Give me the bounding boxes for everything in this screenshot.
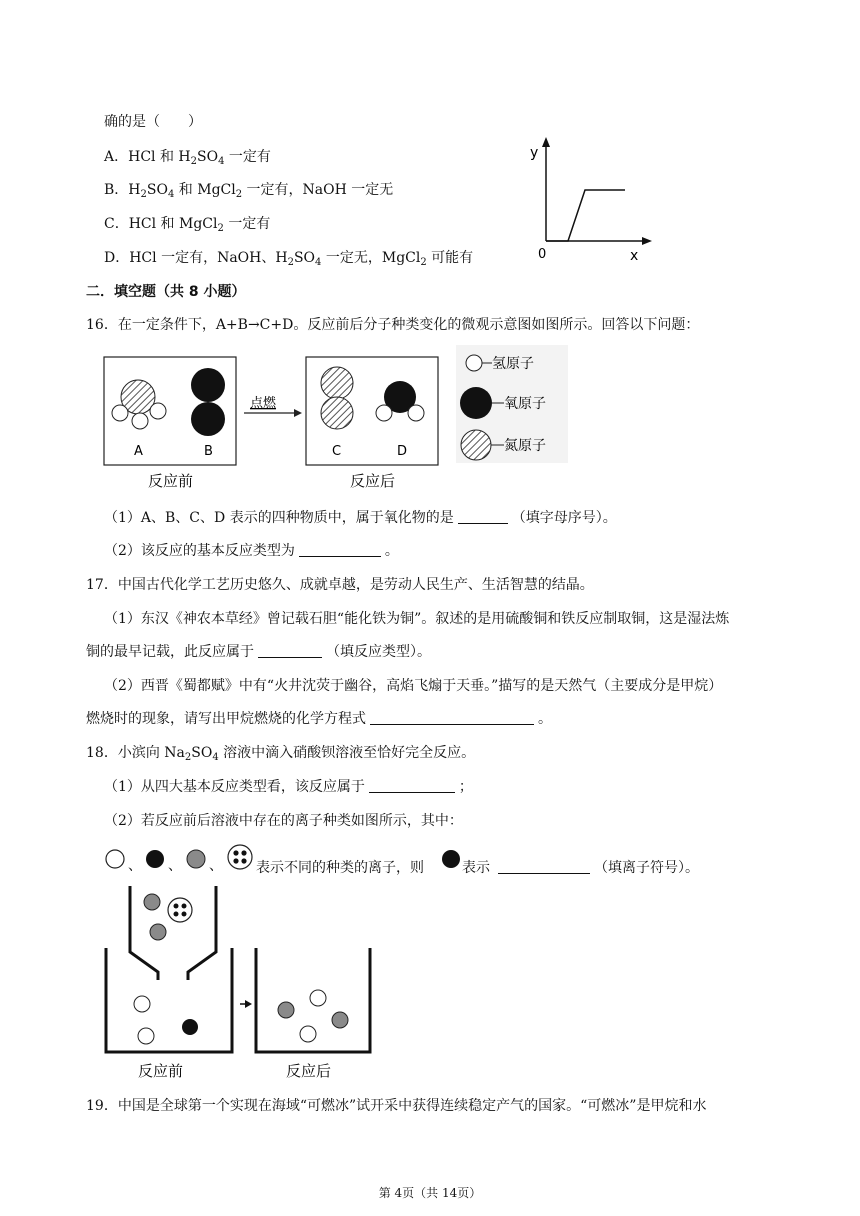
answer-blank[interactable] [369,779,455,793]
q16-sub2: （2）该反应的基本反应类型为 。 [104,543,399,559]
answer-blank[interactable] [258,644,322,658]
ion-black-icon [440,848,462,870]
legend-nitrogen: 氮原子 [504,438,546,454]
ion-sep: 、 [209,858,223,874]
page-footer: 第 4页（共 14页） [378,1186,482,1200]
q18-sub2: （2）若反应前后溶液中存在的离子种类如图所示，其中： [104,813,463,829]
ion-white-icon [104,848,126,870]
q17-sub1-line2: 铜的最早记载，此反应属于 （填反应类型）。 [86,644,431,660]
q15-graph [520,135,660,265]
caption-before: 反应前 [138,1062,184,1080]
q15-option-c: C．HCl 和 MgCl$_2$ 一定有 [104,216,271,234]
answer-blank[interactable] [299,543,381,557]
ion-sep: 、 [168,858,182,874]
graph-x-label: x [630,248,639,264]
q17-sub1-line1: （1）东汉《神农本草经》曾记载石胆“能化铁为铜”。叙述的是用硫酸铜和铁反应制取铜，这是湿法炼 [104,611,730,627]
legend-oxygen: 氧原子 [504,396,546,412]
label-b: B [204,444,213,459]
ion-gray-icon [185,848,207,870]
q19-stem: 19．中国是全球第一个实现在海域“可燃冰”试开采中获得连续稳定产气的国家。“可燃冰”是甲烷和水 [86,1098,707,1114]
q15-stem-tail: 确的是（ ） [104,114,202,130]
caption-after: 反应后 [350,472,396,490]
caption-before: 反应前 [148,472,194,490]
q18-sub1: （1）从四大基本反应类型看，该反应属于 ； [104,779,473,795]
q16-sub1: （1）A、B、C、D 表示的四种物质中，属于氧化物的是 （填字母序号）。 [104,510,617,526]
q18-stem: 18．小滨向 $Na_2SO_4$ 溶液中滴入硝酸钡溶液至恰好完全反应。 [86,745,476,763]
q17-stem: 17．中国古代化学工艺历史悠久、成就卓越，是劳动人民生产、生活智慧的结晶。 [86,577,594,593]
label-c: C [332,444,342,459]
ion-question: 表示 （填离子符号）。 [462,860,699,876]
label-a: A [134,444,143,459]
ion-sep: 、 [128,858,142,874]
q16-stem: 16．在一定条件下，A+B→C+D。反应前后分子种类变化的微观示意图如图所示。回答以下问题： [86,317,700,333]
section-heading: 二．填空题（共 8 小题） [86,284,246,300]
answer-blank[interactable] [458,510,508,524]
arrow-label: 点燃 [250,396,277,411]
legend-hydrogen: 氢原子 [492,356,534,372]
answer-blank[interactable] [498,860,590,874]
ion-dotted-icon [226,843,254,871]
q16-molecule-figure [100,345,570,495]
q18-beaker-figure [100,880,390,1085]
answer-blank[interactable] [370,711,534,725]
q15-option-d: D．HCl 一定有，NaOH、$H_2SO_4$ 一定无，MgCl$_2$ 可能有 [104,250,474,268]
ion-text: 表示不同的种类的离子，则 [256,860,424,876]
ion-black-icon [144,848,166,870]
graph-y-label: y [530,145,539,161]
q15-option-b: B．$H_2SO_4$ 和 MgCl$_2$ 一定有，NaOH 一定无 [104,182,394,200]
q17-sub2-line2: 燃烧时的现象，请写出甲烷燃烧的化学方程式 。 [86,711,552,727]
q15-option-a: A．HCl 和 $H_2SO_4$ 一定有 [104,149,271,167]
caption-after: 反应后 [286,1062,332,1080]
q17-sub2-line1: （2）西晋《蜀都赋》中有“火井沈荧于幽谷，高焰飞煽于天垂。”描写的是天然气（主要成分是甲烷） [104,678,723,694]
graph-origin-label: 0 [538,247,547,262]
label-d: D [397,444,408,459]
